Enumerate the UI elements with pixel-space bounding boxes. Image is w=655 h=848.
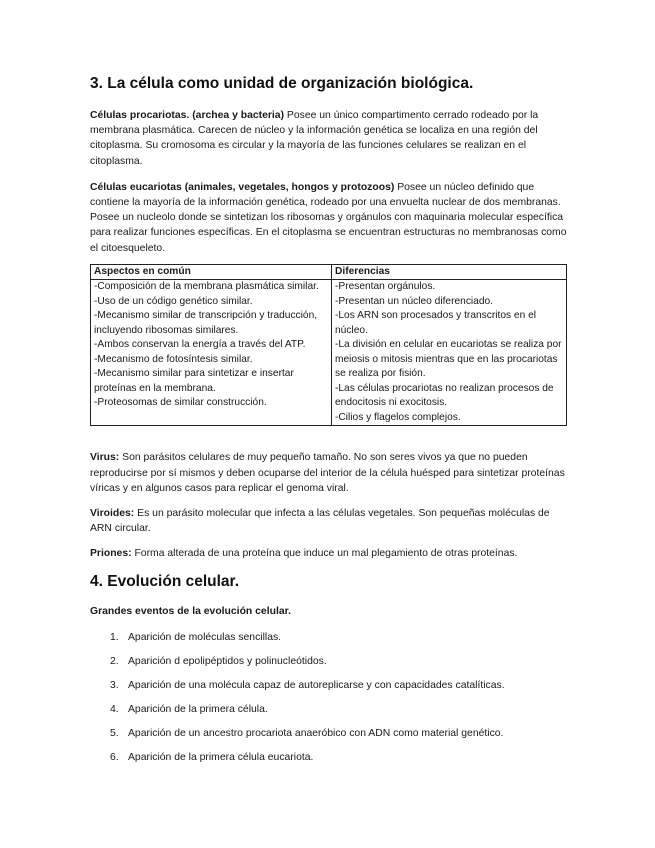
list-item-number: 1. xyxy=(110,631,119,643)
common-item: -Mecanismo similar para sintetizar e insertar proteínas en la membrana. xyxy=(94,368,294,394)
difference-item: -Las células procariotas no realizan procesos de endocitosis ni exocitosis. xyxy=(335,382,554,409)
difference-item: -Presentan orgánulos. xyxy=(335,281,436,293)
events-list xyxy=(90,630,568,774)
table-header-row xyxy=(91,264,567,280)
table-row xyxy=(91,280,567,426)
eucariotas-text: Posee un núcleo definido que contiene la mayoría de la información genética, rodeado por una envuelta nuclear de dos membranas. Posee un nucleolo donde se sintetizan los ribosomas y orgánulos con maquinaria molecular específica para realizar funciones específicas. En el citoplasma se encuentran estructuras no membranosas como el citoesqueleto. xyxy=(90,181,567,254)
list-item xyxy=(90,654,568,678)
common-item: -Composición de la membrana plasmática similar. xyxy=(94,281,319,293)
common-item: -Ambos conservan la energía a través del ATP. xyxy=(94,339,306,351)
list-item-text: Aparición de la primera célula. xyxy=(128,703,268,715)
eucariotas-paragraph xyxy=(90,180,568,256)
priones-paragraph xyxy=(90,546,568,561)
list-item-number: 5. xyxy=(110,727,119,739)
difference-item: -Cilios y flagelos complejos. xyxy=(335,411,461,423)
list-item xyxy=(90,726,568,750)
priones-text: Forma alterada de una proteína que induce un mal plegamiento de otras proteínas. xyxy=(131,548,518,560)
list-item-number: 6. xyxy=(110,751,119,763)
list-item-text: Aparición de la primera célula eucariota. xyxy=(128,751,314,763)
common-item: -Mecanismo similar de transcripción y traducción, incluyendo ribosomas similares. xyxy=(94,310,318,336)
differences-cell xyxy=(332,280,567,426)
priones-lead: Priones: xyxy=(90,548,132,560)
common-item: -Mecanismo de fotosíntesis similar. xyxy=(94,353,253,365)
header-common: Aspectos en común xyxy=(91,264,332,280)
viroides-lead: Viroides: xyxy=(90,507,135,519)
comparison-table xyxy=(90,264,567,427)
common-cell xyxy=(91,280,332,426)
common-item: -Uso de un código genético similar. xyxy=(94,295,253,307)
difference-item: -La división en celular en eucariotas se realiza por meiosis o mitosis mientras que en las procariotas se realiza por fisión. xyxy=(335,339,562,380)
section-4-title: 4. Evolución celular. xyxy=(90,572,240,590)
list-item-text: Aparición de una molécula capaz de autoreplicarse y con capacidades catalíticas. xyxy=(128,679,505,691)
list-item xyxy=(90,702,568,726)
list-item-number: 4. xyxy=(110,703,119,715)
document-content xyxy=(90,74,568,774)
list-item-number: 2. xyxy=(110,655,119,667)
list-item xyxy=(90,678,568,702)
list-item xyxy=(90,750,568,774)
procariotas-text: Posee un único compartimento cerrado rodeado por la membrana plasmática. Carecen de núcleo y la información genética se localiza en una región del citoplasma. Su cromosoma es circular y la mayoría de las funciones celulares se realizan en el citoplasma. xyxy=(90,110,539,167)
section-4-subtitle: Grandes eventos de la evolución celular. xyxy=(90,605,291,617)
section-3-title: 3. La célula como unidad de organización biológica. xyxy=(90,75,474,92)
list-item-text: Aparición de moléculas sencillas. xyxy=(128,631,282,643)
header-differences: Diferencias xyxy=(332,264,567,280)
difference-item: -Los ARN son procesados y transcritos en el núcleo. xyxy=(335,310,537,336)
list-item-text: Aparición de un ancestro procariota anaeróbico con ADN como material genético. xyxy=(128,727,504,739)
list-item-number: 3. xyxy=(110,679,119,691)
viroides-paragraph xyxy=(90,506,568,536)
procariotas-paragraph xyxy=(90,108,568,169)
virus-lead: Virus: xyxy=(90,452,120,464)
virus-text: Son parásitos celulares de muy pequeño tamaño. No son seres vivos ya que no pueden reproducirse por sí mismos y deben ocuparse del interior de la célula huésped para sintetizar proteínas víricas y en algunos casos para replicar el genoma viral. xyxy=(90,452,565,494)
common-item: -Proteosomas de similar construcción. xyxy=(94,397,267,409)
procariotas-lead: Células procariotas. (archea y bacteria) xyxy=(90,110,285,121)
list-item-text: Aparición d epolipéptidos y polinucleótidos. xyxy=(128,655,327,667)
viroides-text: Es un parásito molecular que infecta a las células vegetales. Son pequeñas moléculas de ARN circular. xyxy=(90,507,550,535)
difference-item: -Presentan un núcleo diferenciado. xyxy=(335,295,494,307)
eucariotas-lead: Células eucariotas (animales, vegetales, hongos y protozoos) xyxy=(90,181,395,193)
virus-paragraph xyxy=(90,450,568,496)
list-item xyxy=(90,630,568,654)
